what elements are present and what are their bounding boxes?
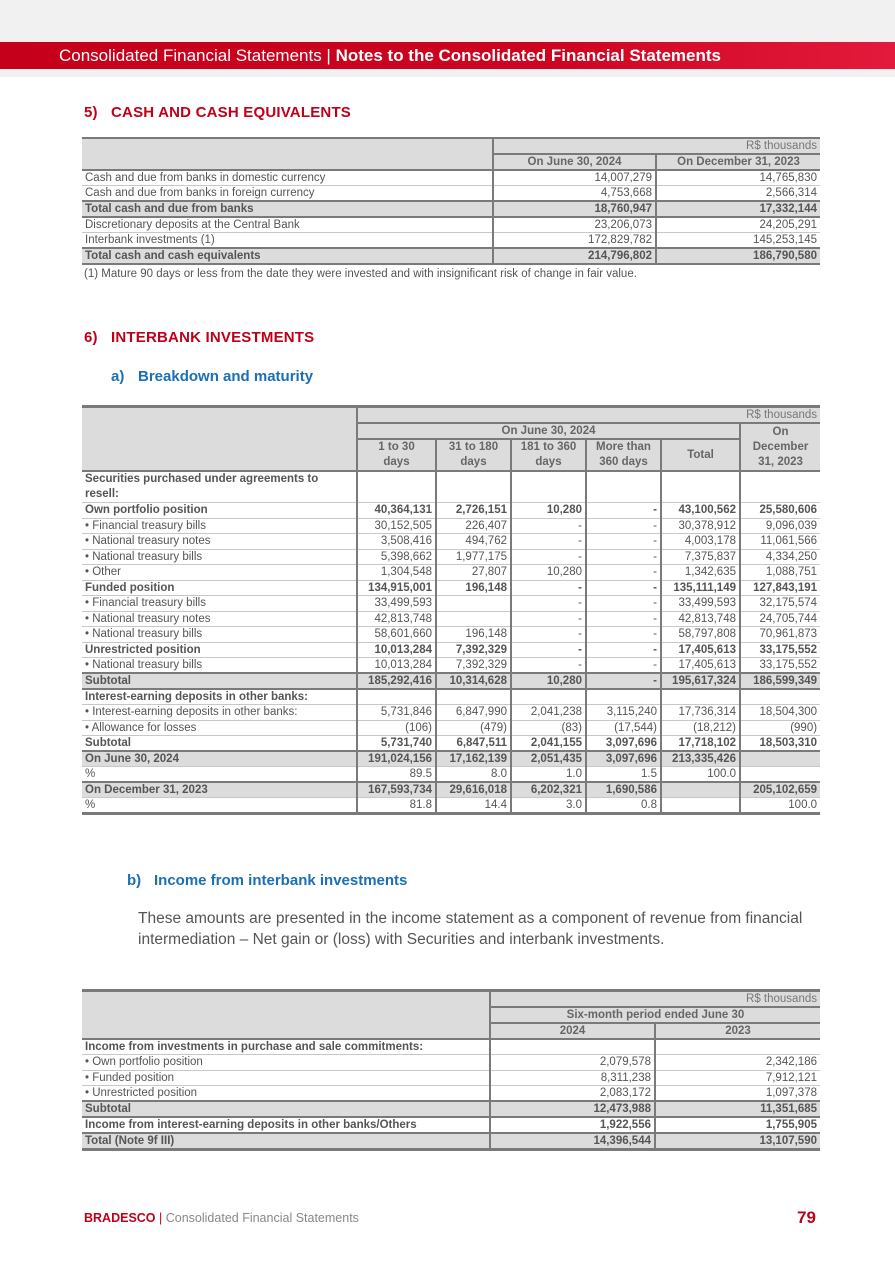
- table-row: • National treasury bills 58,601,660 196,148 - - 58,797,808 70,961,873: [82, 627, 820, 643]
- column-header: More than 360 days: [586, 439, 661, 471]
- table-row: % 89.5 8.0 1.0 1.5 100.0: [82, 767, 820, 783]
- table-row: • Financial treasury bills 30,152,505 226,407 - - 30,378,912 9,096,039: [82, 518, 820, 534]
- table-row: Discretionary deposits at the Central Bank 23,206,073 24,205,291: [82, 217, 820, 233]
- subsection-b-heading: b) Income from interbank investments: [127, 872, 408, 889]
- table-row: • National treasury bills 5,398,662 1,977,175 - - 7,375,837 4,334,250: [82, 549, 820, 565]
- table-row: On June 30, 2024 191,024,156 17,162,139 2,051,435 3,097,696 213,335,426: [82, 751, 820, 767]
- table-row: Cash and due from banks in foreign currency 4,753,668 2,566,314: [82, 186, 820, 202]
- table-row: Funded position 134,915,001 196,148 - - 135,111,149 127,843,191: [82, 580, 820, 596]
- header-left-text: Consolidated Financial Statements: [59, 46, 322, 65]
- unit-label: R$ thousands: [357, 407, 820, 424]
- table-row: • Funded position 8,311,238 7,912,121: [82, 1070, 820, 1086]
- brand-name: BRADESCO: [84, 1211, 156, 1225]
- group-header: On June 30, 2024: [357, 423, 740, 439]
- page-number: 79: [797, 1208, 816, 1227]
- column-header: On December 31, 2023: [740, 423, 820, 471]
- interbank-income-table: [82, 989, 820, 1151]
- unit-label: R$ thousands: [490, 991, 820, 1008]
- table-row: Subtotal 5,731,740 6,847,511 2,041,155 3,097,696 17,718,102 18,503,310: [82, 736, 820, 752]
- table-row: • Interest-earning deposits in other banks: 5,731,846 6,847,990 2,041,238 3,115,240 17,736,314 18,504,300: [82, 705, 820, 721]
- table-row: Total cash and due from banks 18,760,947 17,332,144: [82, 201, 820, 217]
- table-row: Interest-earning deposits in other banks:: [82, 689, 820, 705]
- header-right-text: Notes to the Consolidated Financial Statements: [335, 46, 721, 65]
- column-header: 181 to 360 days: [511, 439, 586, 471]
- subsection-a-heading: a) Breakdown and maturity: [111, 368, 314, 385]
- table-row: Cash and due from banks in domestic currency 14,007,279 14,765,830: [82, 170, 820, 186]
- table-row: On December 31, 2023 167,593,734 29,616,018 6,202,321 1,690,586 205,102,659: [82, 782, 820, 798]
- table-row: Income from investments in purchase and sale commitments:: [82, 1039, 820, 1055]
- column-header: 2023: [655, 1023, 820, 1039]
- table-row: Unrestricted position 10,013,284 7,392,329 - - 17,405,613 33,175,552: [82, 642, 820, 658]
- table-row: % 81.8 14.4 3.0 0.8 100.0: [82, 798, 820, 814]
- footnote: (1) Mature 90 days or less from the date they were invested and with insignificant risk of change in fair value.: [84, 268, 637, 280]
- page-footer: BRADESCO | Consolidated Financial Statements: [84, 1211, 359, 1225]
- column-header: On June 30, 2024: [493, 154, 656, 170]
- column-header: 31 to 180 days: [436, 439, 511, 471]
- table-row: • Unrestricted position 2,083,172 1,097,378: [82, 1086, 820, 1102]
- page-header-banner: Consolidated Financial Statements | Notes to the Consolidated Financial Statements: [0, 42, 895, 69]
- table-row: Own portfolio position 40,364,131 2,726,151 10,280 - 43,100,562 25,580,606: [82, 503, 820, 519]
- table-row: Subtotal 12,473,988 11,351,685: [82, 1101, 820, 1117]
- section-5-heading: 5) CASH AND CASH EQUIVALENTS: [84, 104, 352, 121]
- table-row: Subtotal 185,292,416 10,314,628 10,280 - 195,617,324 186,599,349: [82, 673, 820, 689]
- table-row: Total cash and cash equivalents 214,796,802 186,790,580: [82, 248, 820, 264]
- table-row: • National treasury notes 42,813,748 - - 42,813,748 24,705,744: [82, 611, 820, 627]
- cash-equivalents-table: [82, 137, 820, 265]
- income-description-paragraph: These amounts are presented in the income statement as a component of revenue from financial intermediation – Net gain or (loss) with Securities and interbank investments.: [138, 910, 803, 948]
- table-row: Interbank investments (1) 172,829,782 145,253,145: [82, 233, 820, 249]
- unit-label: R$ thousands: [493, 138, 820, 154]
- group-header: Six-month period ended June 30: [490, 1007, 820, 1023]
- column-header: On December 31, 2023: [656, 154, 820, 170]
- table-row: Total (Note 9f III) 14,396,544 13,107,590: [82, 1133, 820, 1150]
- column-header: 2024: [490, 1023, 655, 1039]
- section-6-heading: 6) INTERBANK INVESTMENTS: [84, 329, 315, 346]
- column-header: 1 to 30 days: [357, 439, 436, 471]
- table-row: • Own portfolio position 2,079,578 2,342,186: [82, 1055, 820, 1071]
- table-row: • Allowance for losses (106) (479) (83) (17,544) (18,212) (990): [82, 720, 820, 736]
- table-row: • Other 1,304,548 27,807 10,280 - 1,342,635 1,088,751: [82, 565, 820, 581]
- table-row: Income from interest-earning deposits in other banks/Others 1,922,556 1,755,905: [82, 1117, 820, 1133]
- table-row: • National treasury notes 3,508,416 494,762 - - 4,003,178 11,061,566: [82, 534, 820, 550]
- table-row: • Financial treasury bills 33,499,593 - - 33,499,593 32,175,574: [82, 596, 820, 612]
- top-strip: [0, 0, 895, 42]
- breakdown-maturity-table: [82, 405, 820, 815]
- column-header: Total: [661, 439, 740, 471]
- table-row: • National treasury bills 10,013,284 7,392,329 - - 17,405,613 33,175,552: [82, 658, 820, 674]
- table-row: Securities purchased under agreements to resell:: [82, 471, 820, 503]
